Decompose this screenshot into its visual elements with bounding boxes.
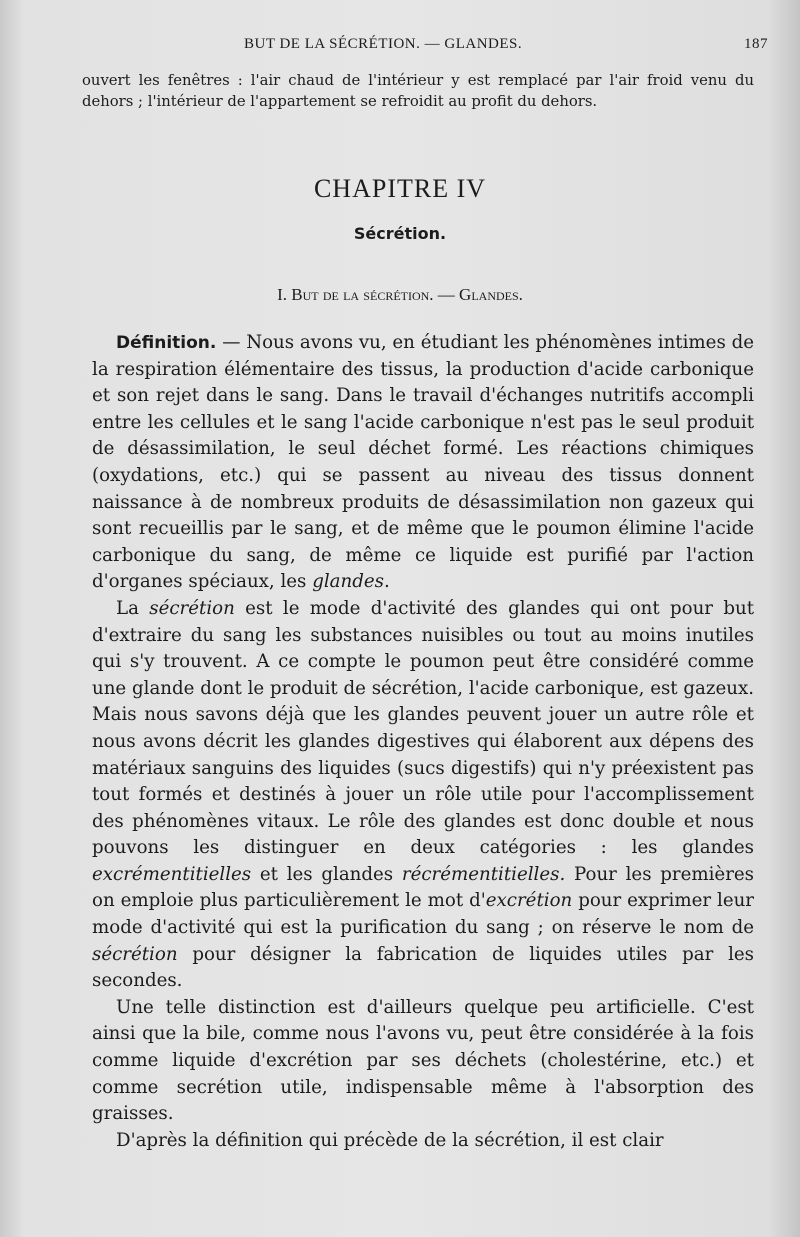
paragraph-lead: Définition. — [116, 333, 217, 353]
page-number: 187 — [744, 36, 768, 52]
italic-term: glandes — [312, 571, 384, 593]
italic-term: sécrétion — [92, 943, 178, 965]
paragraph-text: est le mode d'activité des glandes qui ont pour but d'extraire du sang les substances nuisibles ou tout au moins inutiles qui s'y trouvent. A ce compte le poumon peut être considéré comme une glande dont le produit de sécrétion, l'acide carbonique, est gazeux. Mais nous savons déjà que les glandes peuvent jouer un autre rôle et nous avons décrit les glandes digestives qui élaborent aux dépens des matériaux sanguins des liquides (sucs digestifs) qui n'y préexistent pas tout formés et destinés à jouer un rôle utile pour l'accomplissement des phénomènes vitaux. Le rôle des glandes est donc double et nous pouvons les distinguer en deux catégories : les glandes — [92, 597, 755, 859]
running-head-title: BUT DE LA SÉCRÉTION. — GLANDES. — [244, 36, 523, 52]
paragraph-text: La — [116, 597, 150, 619]
chapter-subtitle: Sécrétion. — [353, 224, 447, 243]
paragraph-text: — Nous avons vu, en étudiant les phénomènes intimes de la respiration élémentaire des tissus, la production d'acide carbonique et son rejet dans le sang. Dans le travail d'échanges nutritifs accompli entre les cellules et le sang l'acide carbonique n'est pas le seul produit de désassimilation, le seul déchet formé. Les réactions chimiques (oxydations, etc.) qui se passent au niveau des tissus donnent naissance à de nombreux produits de désassimilation non gazeux qui sont recueillis par le sang, et de même que le poumon élimine l'acide carbonique du sang, de même ce liquide est purifié par l'action d'organes spéciaux, les — [92, 332, 754, 593]
italic-term: sécrétion — [149, 597, 235, 619]
paragraph-distinction: Une telle distinction est d'ailleurs quelque peu artificielle. C'est ainsi que la bile, comme nous l'avons vu, peut être considérée à la fois comme liquide d'excrétion par ses déchets (cholestérine, etc.) et comme secrétion utile, indispensable même à l'absorption des graisses. — [92, 996, 754, 1125]
paragraph-secretion — [92, 596, 754, 995]
chapter-title: CHAPITRE IV — [313, 174, 487, 203]
carryover-paragraph: ouvert les fenêtres : l'air chaud de l'intérieur y est remplacé par l'air froid venu du dehors ; l'intérieur de l'appartement se refroidit au profit du dehors. — [82, 72, 754, 110]
paragraph-definition — [92, 330, 754, 596]
section-title: But de la sécrétion. — Glandes. — [291, 285, 523, 304]
body-text — [92, 330, 754, 1154]
italic-term: excrétion — [485, 890, 573, 912]
running-head — [82, 36, 768, 58]
paragraph-text: . — [383, 571, 390, 593]
italic-term: excrémentitielles — [92, 863, 252, 885]
paragraph-text: pour désigner la fabrication de liquides utiles par les secondes. — [92, 943, 754, 992]
section-heading — [0, 285, 800, 305]
section-number: I. — [277, 285, 287, 304]
paragraph-text: Pour les premières on emploie plus particulièrement le mot d' — [92, 863, 754, 912]
paragraph-text: et les glandes — [251, 863, 402, 885]
italic-term: récrémentitielles. — [401, 863, 566, 885]
paragraph-text: pour exprimer leur mode d'activité qui est la purification du sang ; on réserve le nom de — [92, 890, 754, 939]
paragraph-continuation: D'après la définition qui précède de la sécrétion, il est clair — [116, 1129, 664, 1151]
